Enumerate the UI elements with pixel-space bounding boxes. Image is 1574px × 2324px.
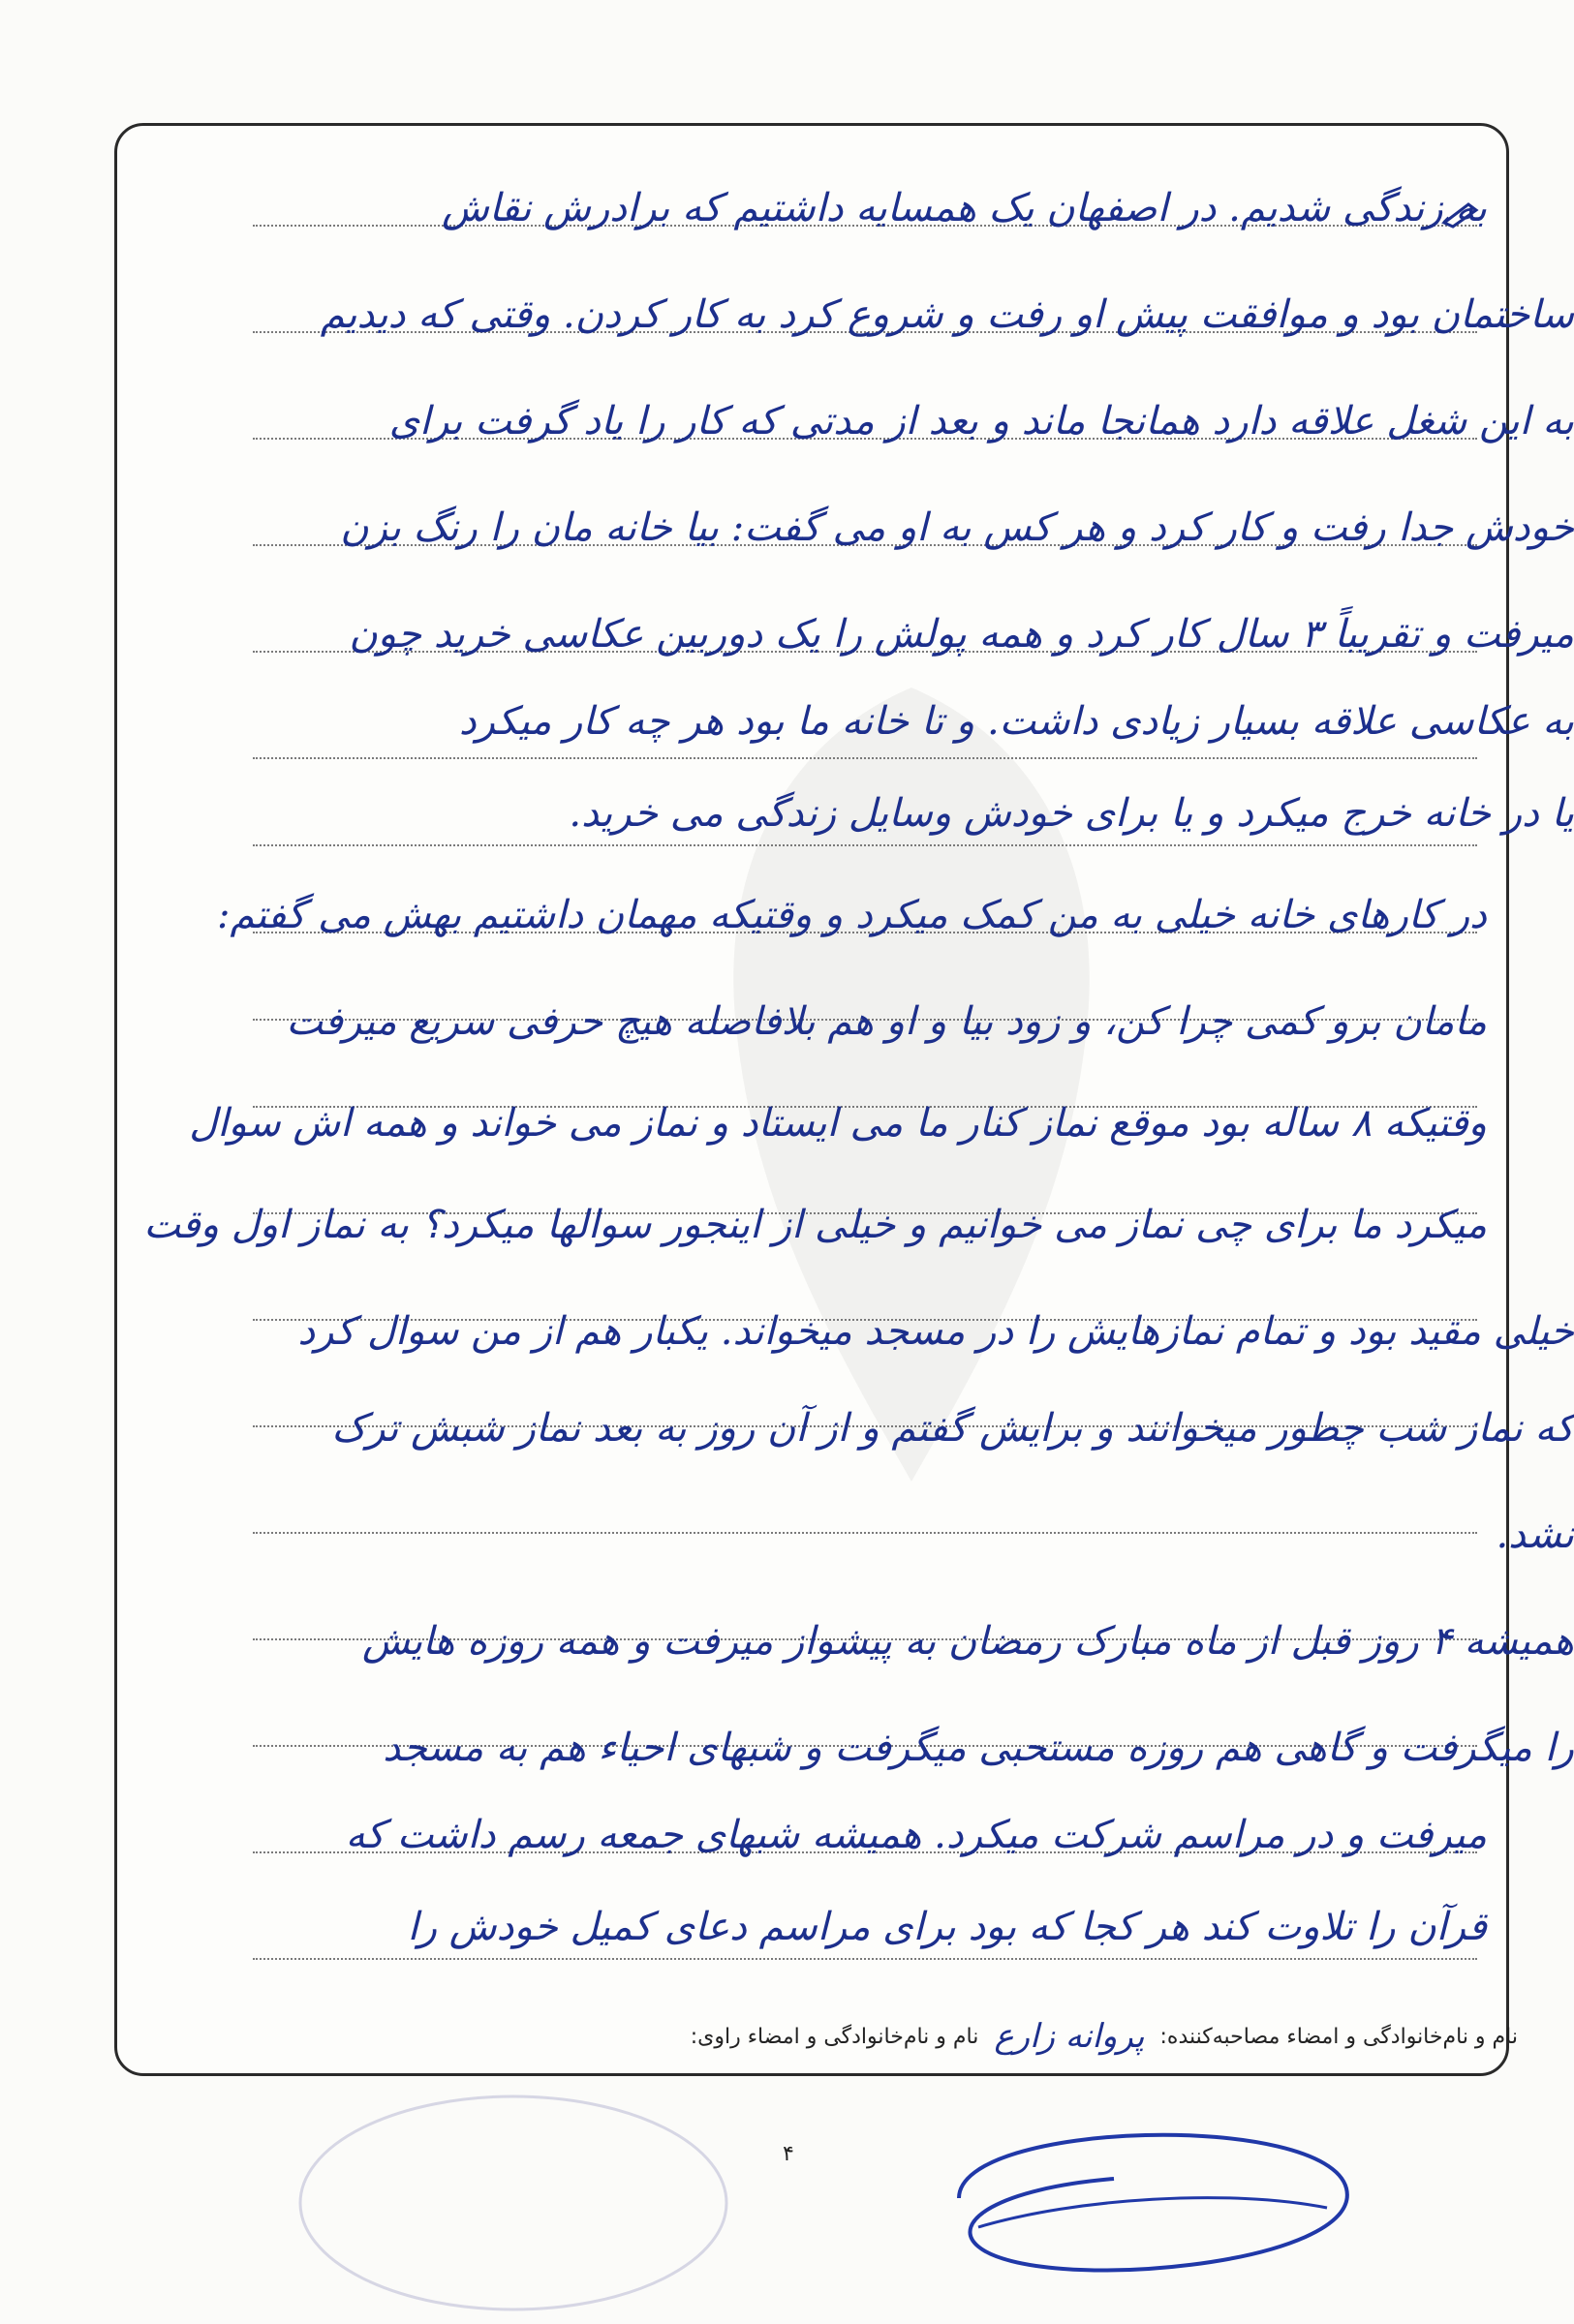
interviewer-label: نام و نام‌خانوادگی و امضاء مصاحبه‌کننده: — [1159, 2024, 1518, 2049]
handwritten-line: همیشه ۴ روز قبل از ماه مبارک رمضان به پیشواز میرفت و همه روزه هایش — [362, 1619, 1574, 1664]
handwritten-line: نشد. — [1496, 1513, 1574, 1557]
ruled-line — [253, 757, 1477, 759]
handwritten-line: که نماز شب چطور میخوانند و برایش گفتم و از آن روز به بعد نماز شبش ترک — [331, 1406, 1574, 1451]
faint-stamp-icon — [291, 2082, 736, 2324]
handwritten-line: در کارهای خانه خیلی به من کمک میکرد و وقتیکه مهمان داشتیم بهش می گفتم: — [217, 893, 1487, 937]
handwritten-line: به عکاسی علاقه بسیار زیادی داشت. و تا خانه ما بود هر چه کار میکرد — [458, 699, 1574, 744]
handwritten-line: مامان برو کمی چرا کن، و زود بیا و او هم بلافاصله هیچ حرفی سریع میرفت — [286, 999, 1487, 1044]
ruled-line — [253, 1958, 1477, 1960]
ruled-line — [253, 844, 1477, 846]
signature-icon — [920, 2082, 1375, 2324]
interviewer-name: پروانه زارع — [994, 2017, 1145, 2056]
handwritten-line: به زندگی شدیم. در اصفهان یک همسایه داشتیم که برادرش نقاش — [442, 186, 1487, 230]
handwritten-line: میرفت و تقریباً ۳ سال کار کرد و همه پولش را یک دوربین عکاسی خرید چون — [349, 612, 1574, 657]
handwritten-line: وقتیکه ۸ ساله بود موقع نماز کنار ما می ایستاد و نماز می خواند و همه اش سوال — [189, 1101, 1487, 1146]
handwritten-line: قرآن را تلاوت کند هر کجا که بود برای مراسم دعای کمیل خودش را — [407, 1905, 1487, 1949]
handwritten-line: خیلی مقید بود و تمام نمازهایش را در مسجد میخواند. یکبار هم از من سوال کرد — [297, 1309, 1574, 1354]
handwritten-line: ساختمان بود و موافقت پیش او رفت و شروع کرد به کار کردن. وقتی که دیدیم — [320, 292, 1574, 337]
handwritten-line: میرفت و در مراسم شرکت میکرد. همیشه شبهای جمعه رسم داشت که — [345, 1813, 1487, 1857]
signature-row — [126, 2012, 1518, 2061]
handwritten-line: را میگرفت و گاهی هم روزه مستحبی میگرفت و شبهای احیاء هم به مسجد — [383, 1726, 1574, 1770]
page-number: ۴ — [783, 2142, 794, 2166]
handwritten-line: به این شغل علاقه دارد همانجا ماند و بعد از مدتی که کار را یاد گرفت برای — [388, 399, 1574, 443]
handwritten-line: میکرد ما برای چی نماز می خوانیم و خیلی از اینجور سوالها میکرد؟ به نماز اول وقت — [143, 1203, 1487, 1247]
handwritten-line: یا در خانه خرج میکرد و یا برای خودش وسایل زندگی می خرید. — [569, 791, 1574, 836]
handwritten-line: خودش جدا رفت و کار کرد و هر کس به او می گفت: بیا خانه مان را رنگ بزن — [340, 505, 1574, 550]
narrator-label: نام و نام‌خانوادگی و امضاء راوی: — [690, 2024, 979, 2049]
